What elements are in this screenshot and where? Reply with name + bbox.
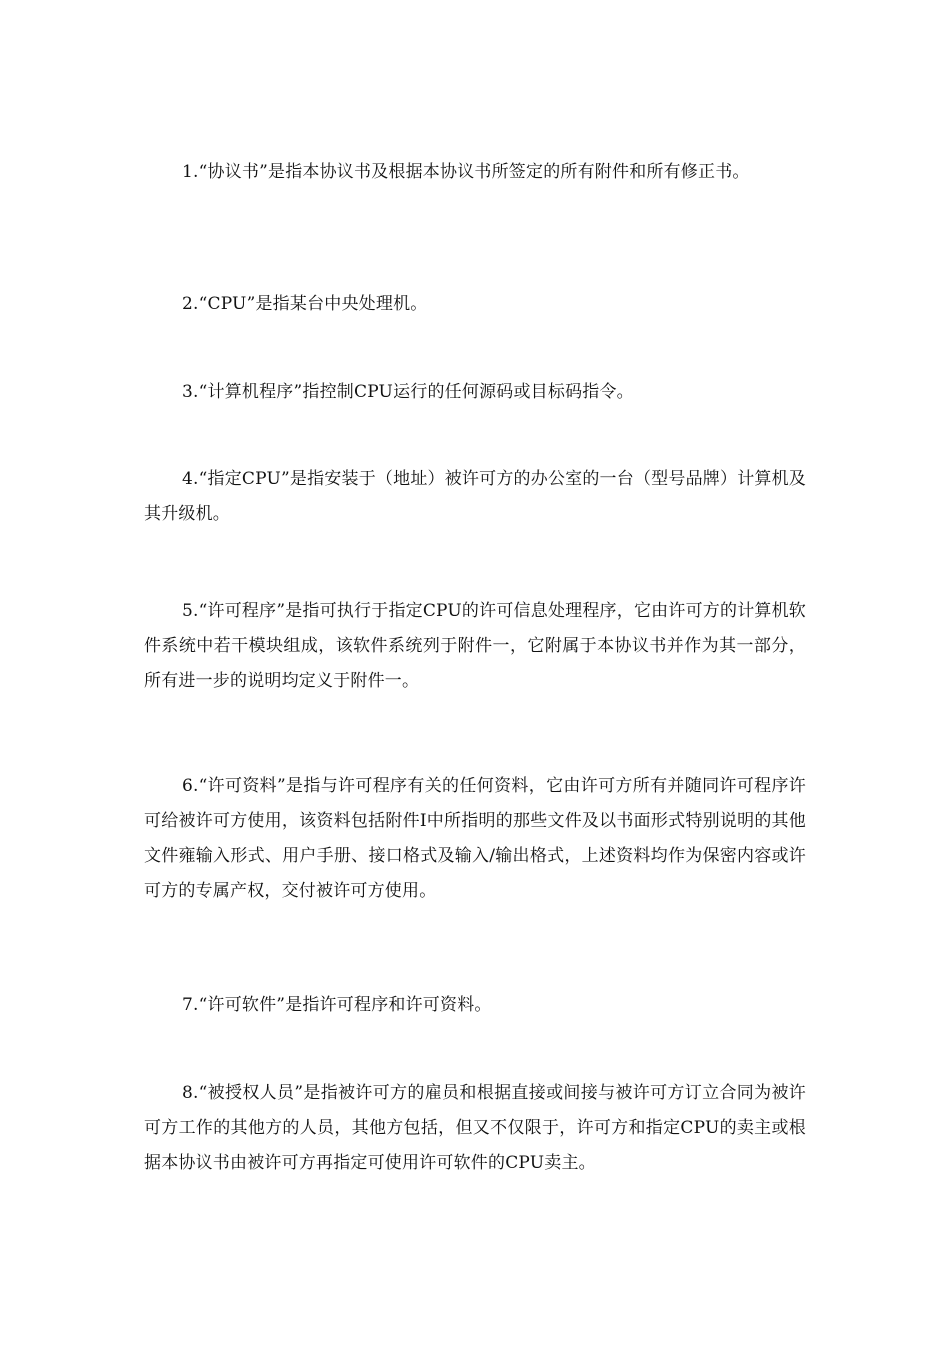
clause-5-licensed-program: 5.“许可程序”是指可执行于指定CPU的许可信息处理程序，它由许可方的计算机软件系统中若干模块组成，该软件系统列于附件一，它附属于本协议书并作为其一部分，所有进一步的说明均定义于附件一。 [144,601,806,691]
clause-8-authorized-personnel: 8.“被授权人员”是指被许可方的雇员和根据直接或间接与被许可方订立合同为被许可方工作的其他方的人员，其他方包括，但又不仅限于，许可方和指定CPU的卖主或根据本协议书由被许可方再指定可使用许可软件的CPU卖主。 [144,1083,806,1173]
clause-6-licensed-materials: 6.“许可资料”是指与许可程序有关的任何资料，它由许可方所有并随同许可程序许可给被许可方使用，该资料包括附件I中所指明的那些文件及以书面形式特别说明的其他文件雍输入形式、用户手册、接口格式及输入/输出格式，上述资料均作为保密内容或许可方的专属产权，交付被许可方使用。 [144,776,806,901]
clause-3-computer-program: 3.“计算机程序”指控制CPU运行的任何源码或目标码指令。 [182,382,634,402]
clause-1-agreement: 1.“协议书”是指本协议书及根据本协议书所签定的所有附件和所有修正书。 [182,162,750,182]
clause-4-designated-cpu: 4.“指定CPU”是指安装于（地址）被许可方的办公室的一台（型号品牌）计算机及其升级机。 [144,469,806,524]
clause-2-cpu: 2.“CPU”是指某台中央处理机。 [182,294,428,314]
clause-7-licensed-software: 7.“许可软件”是指许可程序和许可资料。 [182,995,492,1015]
